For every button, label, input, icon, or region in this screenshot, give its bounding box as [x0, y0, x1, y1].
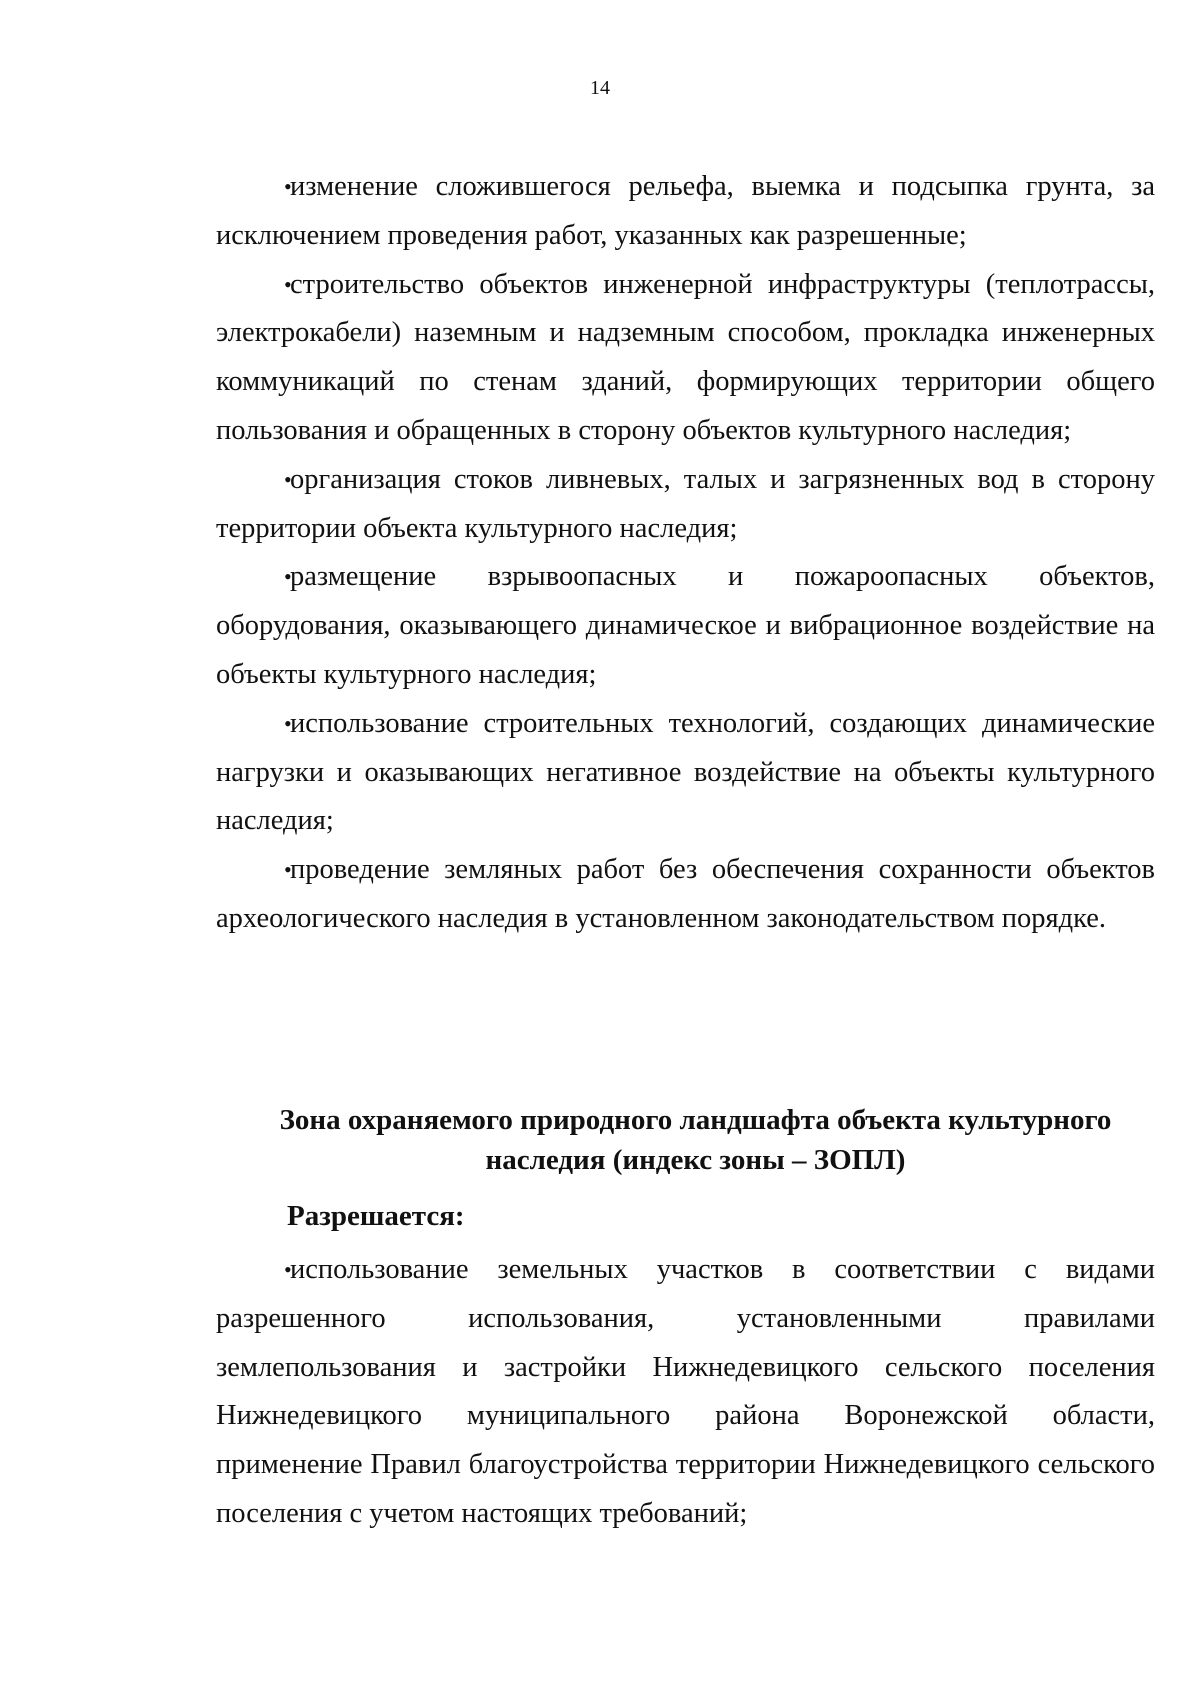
list-item: • строительство объектов инженерной инфраструктуры (теплотрассы, электрокабели) наземным и надземным способом, прокладка инженерных коммуникаций по стенам зданий, формирующих территории общего пользования и обращенных в сторону объектов культурного наследия;: [216, 261, 1155, 456]
bullet-icon: •: [284, 857, 292, 883]
bullet-icon: •: [284, 1257, 292, 1282]
section-title-line-1: Зона охраняемого природного ландшафта объекта культурного: [279, 1104, 1112, 1136]
list-item: • использование строительных технологий, создающих динамические нагрузки и оказывающих негативное воздействие на объекты культурного наследия;: [216, 700, 1155, 846]
bullet-icon: •: [284, 271, 292, 297]
list-item: • проведение земляных работ без обеспечения сохранности объектов археологического наследия в установленном законодательством порядке.: [216, 846, 1155, 944]
prohibited-list: [216, 163, 1155, 944]
bullet-icon: •: [284, 564, 292, 590]
list-item: • использование земельных участков в соответствии с видами разрешенного использования, установленными правилами землепользования и застройки Нижнедевицкого сельского поселения Нижнедевицкого муниципального района Воронежской области, применение Правил благоустройства территории Нижнедевицкого сельского поселения с учетом настоящих требований;: [216, 1246, 1155, 1539]
bullet-icon: •: [284, 174, 292, 199]
list-item: • изменение сложившегося рельефа, выемка и подсыпка грунта, за исключением проведения работ, указанных как разрешенные;: [216, 163, 1155, 261]
section-title-line-2: наследия (индекс зоны – ЗОПЛ): [485, 1144, 906, 1176]
list-item: • размещение взрывоопасных и пожароопасных объектов, оборудования, оказывающего динамическое и вибрационное воздействие на объекты культурного наследия;: [216, 553, 1155, 699]
allowed-heading: Разрешается:: [287, 1200, 465, 1232]
list-item: • организация стоков ливневых, талых и загрязненных вод в сторону территории объекта культурного наследия;: [216, 456, 1155, 554]
bullet-icon: •: [284, 466, 292, 492]
bullet-icon: •: [284, 710, 292, 736]
section-title: [216, 1100, 1155, 1180]
page-number: 14: [590, 77, 610, 99]
allowed-list: [216, 1246, 1155, 1539]
